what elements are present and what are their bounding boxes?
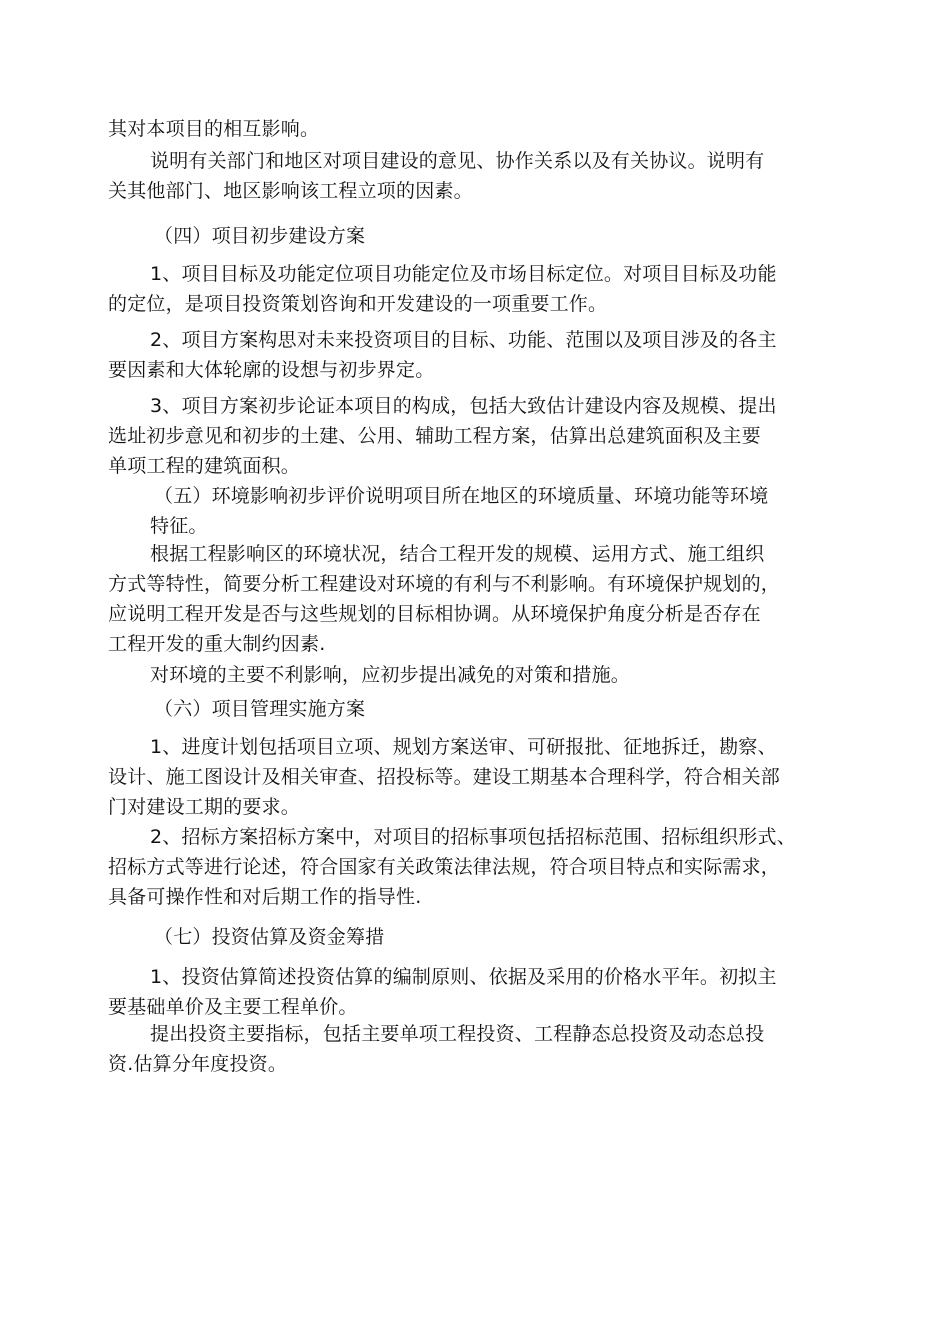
paragraph-continuation xyxy=(108,114,843,144)
section-title: （五）环境影响初步评价说明项目所在地区的环境质量、环境功能等环境 xyxy=(154,485,769,507)
text-line: 2、项目方案构思对未来投资项目的目标、功能、范围以及项目涉及的各主 xyxy=(150,329,777,351)
text-line: 具备可操作性和对后期工作的指导性. xyxy=(108,886,422,908)
text-line: 关其他部门、地区影响该工程立项的因素。 xyxy=(108,180,473,202)
text-line: 设计、施工图设计及相关审查、招投标等。建设工期基本合理科学，符合相关部 xyxy=(108,766,781,788)
section-heading-5 xyxy=(108,481,843,541)
paragraph-4-1 xyxy=(108,259,843,319)
text-line: 方式等特性，简要分析工程建设对环境的有利与不利影响。有环境保护规划的， xyxy=(108,573,781,595)
text-line: 1、项目目标及功能定位项目功能定位及市场目标定位。对项目目标及功能 xyxy=(150,263,777,285)
paragraph-6-2 xyxy=(108,822,843,912)
text-line: 其对本项目的相互影响。 xyxy=(108,118,320,140)
section-title: （六）项目管理实施方案 xyxy=(154,698,366,720)
section-heading-4 xyxy=(108,221,843,251)
text-line: 的定位，是项目投资策划咨询和开发建设的一项重要工作。 xyxy=(108,293,608,315)
paragraph-7-indicators xyxy=(108,1019,843,1079)
paragraph-environment xyxy=(108,539,843,659)
text-line: 提出投资主要指标，包括主要单项工程投资、工程静态总投资及动态总投 xyxy=(150,1023,765,1045)
text-line: 门对建设工期的要求。 xyxy=(108,796,301,818)
text-line: 1、投资估算简述投资估算的编制原则、依据及采用的价格水平年。初拟主 xyxy=(150,966,777,988)
text-line: 工程开发的重大制约因素. xyxy=(108,633,326,655)
paragraph-6-1 xyxy=(108,732,843,822)
text-line: 应说明工程开发是否与这些规划的目标相协调。从环境保护角度分析是否存在 xyxy=(108,603,761,625)
paragraph-departments xyxy=(108,146,843,206)
text-line: 招标方式等进行论述，符合国家有关政策法律法规，符合项目特点和实际需求， xyxy=(108,856,781,878)
text-line: 单项工程的建筑面积。 xyxy=(108,455,301,477)
text-line: 要因素和大体轮廓的设想与初步界定。 xyxy=(108,359,435,381)
text-line: 对环境的主要不利影响，应初步提出减免的对策和措施。 xyxy=(150,664,631,686)
text-line: 要基础单价及主要工程单价。 xyxy=(108,996,358,1018)
text-line: 根据工程影响区的环境状况，结合工程开发的规模、运用方式、施工组织 xyxy=(150,543,765,565)
section-title: （七）投资估算及资金筹措 xyxy=(154,926,385,948)
text-line: 3、项目方案初步论证本项目的构成，包括大致估计建设内容及规模、提出 xyxy=(150,395,777,417)
text-line: 资.估算分年度投资。 xyxy=(108,1053,288,1075)
section-heading-6 xyxy=(108,694,843,724)
paragraph-4-3 xyxy=(108,391,843,481)
section-heading-7 xyxy=(108,922,843,952)
section-title: （四）项目初步建设方案 xyxy=(154,225,366,247)
paragraph-mitigation xyxy=(108,660,843,690)
paragraph-7-1 xyxy=(108,962,843,1022)
text-line: 说明有关部门和地区对项目建设的意见、协作关系以及有关协议。说明有 xyxy=(150,150,765,172)
paragraph-4-2 xyxy=(108,325,843,385)
text-line: 1、进度计划包括项目立项、规划方案送审、可研报批、征地拆迁，勘察、 xyxy=(150,736,777,758)
text-line: 选址初步意见和初步的土建、公用、辅助工程方案，估算出总建筑面积及主要 xyxy=(108,425,761,447)
text-line: 特征。 xyxy=(150,515,208,537)
text-line: 2、招标方案招标方案中，对项目的招标事项包括招标范围、招标组织形式、 xyxy=(150,826,796,848)
